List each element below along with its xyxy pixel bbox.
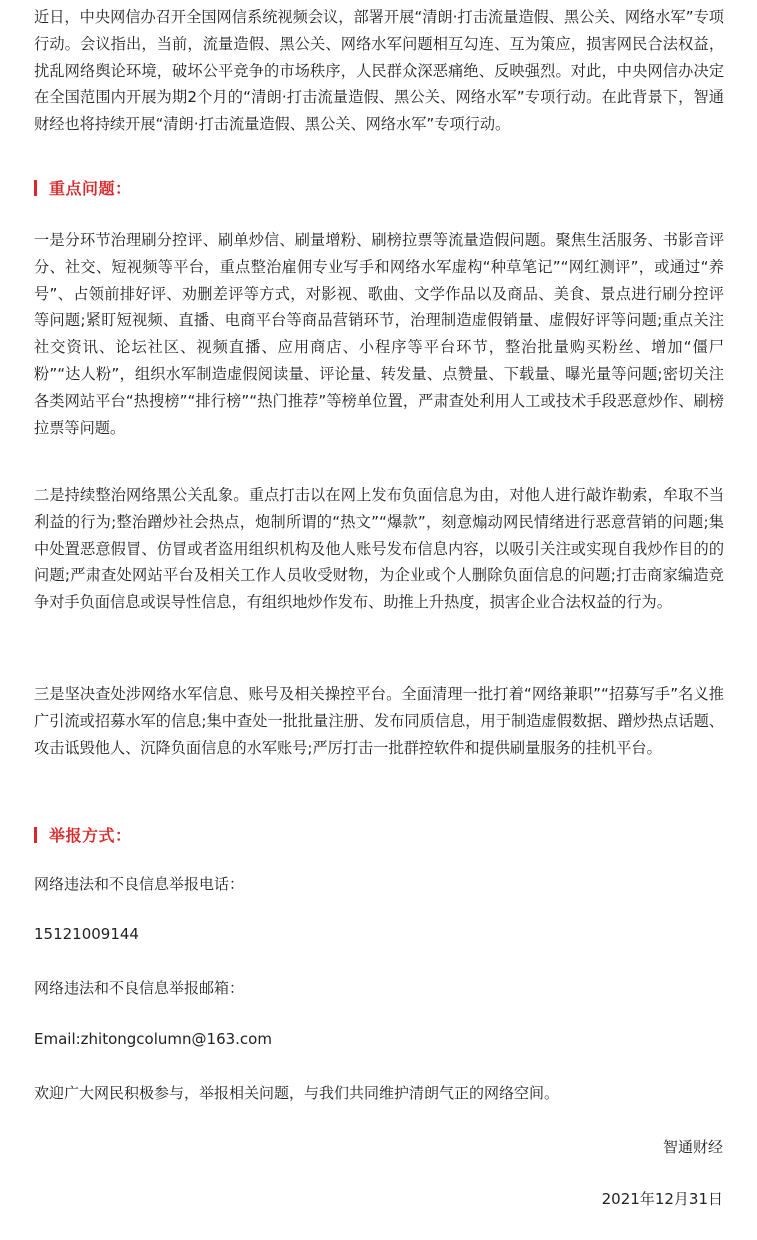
intro-paragraph: 近日，中央网信办召开全国网信系统视频会议，部署开展“清朗·打击流量造假、黑公关、网络水军”专项行动。会议指出，当前，流量造假、黑公关、网络水军问题相互勾连、互为策应，损害网民合法权益，扰乱网络舆论环境，破坏公平竞争的市场秩序，人民群众深恶痛绝、反映强烈。对此，中央网信办决定在全国范围内开展为期2个月的“清朗·打击流量造假、黑公关、网络水军”专项行动。在此背景下，智通财经也将持续开展“清朗·打击流量造假、黑公关、网络水军”专项行动。 [34, 8, 724, 134]
signature-org: 智通财经 [662, 1138, 723, 1156]
heading-accent-bar [34, 180, 37, 196]
section-heading-report [34, 823, 132, 846]
email-label: 网络违法和不良信息举报邮箱： [34, 979, 245, 997]
section-heading-key-issues [34, 176, 132, 199]
phone-label: 网络违法和不良信息举报电话： [34, 875, 245, 893]
section-heading-label: 举报方式： [49, 826, 132, 845]
email-address: Email:zhitongcolumn@163.com [34, 1030, 272, 1048]
issue-paragraph-1: 一是分环节治理刷分控评、刷单炒信、刷量增粉、刷榜拉票等流量造假问题。聚焦生活服务、书影音评分、社交、短视频等平台，重点整治雇佣专业写手和网络水军虚构“种草笔记”“网红测评”，或通过“养号”、占领前排好评、劝删差评等方式，对影视、歌曲、文学作品以及商品、美食、景点进行刷分控评等问题;紧盯短视频、直播、电商平台等商品营销环节，治理制造虚假销量、虚假好评等问题;重点关注社交资讯、论坛社区、视频直播、应用商店、小程序等平台环节，整治批量购买粉丝、增加“僵尸粉”“达人粉”，组织水军制造虚假阅读量、评论量、转发量、点赞量、下载量、曝光量等问题;密切关注各类网站平台“热搜榜”“排行榜”“热门推荐”等榜单位置，严肃查处利用人工或技术手段恶意炒作、刷榜拉票等问题。 [34, 231, 724, 437]
issue-paragraph-2: 二是持续整治网络黑公关乱象。重点打击以在网上发布负面信息为由，对他人进行敲诈勒索，牟取不当利益的行为;整治蹭炒社会热点，炮制所谓的“热文”“爆款”，刻意煽动网民情绪进行恶意营销的问题;集中处置恶意假冒、仿冒或者盗用组织机构及他人账号发布信息内容，以吸引关注或实现自我炒作目的的问题;严肃查处网站平台及相关工作人员收受财物，为企业或个人删除负面信息的问题;打击商家编造竞争对手负面信息或误导性信息，有组织地炒作发布、助推上升热度，损害企业合法权益的行为。 [34, 486, 724, 612]
signature-date: 2021年12月31日 [601, 1190, 723, 1208]
issue-paragraph-3: 三是坚决查处涉网络水军信息、账号及相关操控平台。全面清理一批打着“网络兼职”“招募写手”名义推广引流或招募水军的信息;集中查处一批批量注册、发布同质信息，用于制造虚假数据、蹭炒热点话题、攻击诋毁他人、沉降负面信息的水军账号;严厉打击一批群控软件和提供刷量服务的挂机平台。 [34, 685, 724, 757]
section-heading-label: 重点问题： [49, 179, 132, 198]
heading-accent-bar [34, 827, 37, 843]
closing-text: 欢迎广大网民积极参与，举报相关问题，与我们共同维护清朗气正的网络空间。 [34, 1084, 560, 1102]
phone-number: 15121009144 [34, 925, 139, 943]
